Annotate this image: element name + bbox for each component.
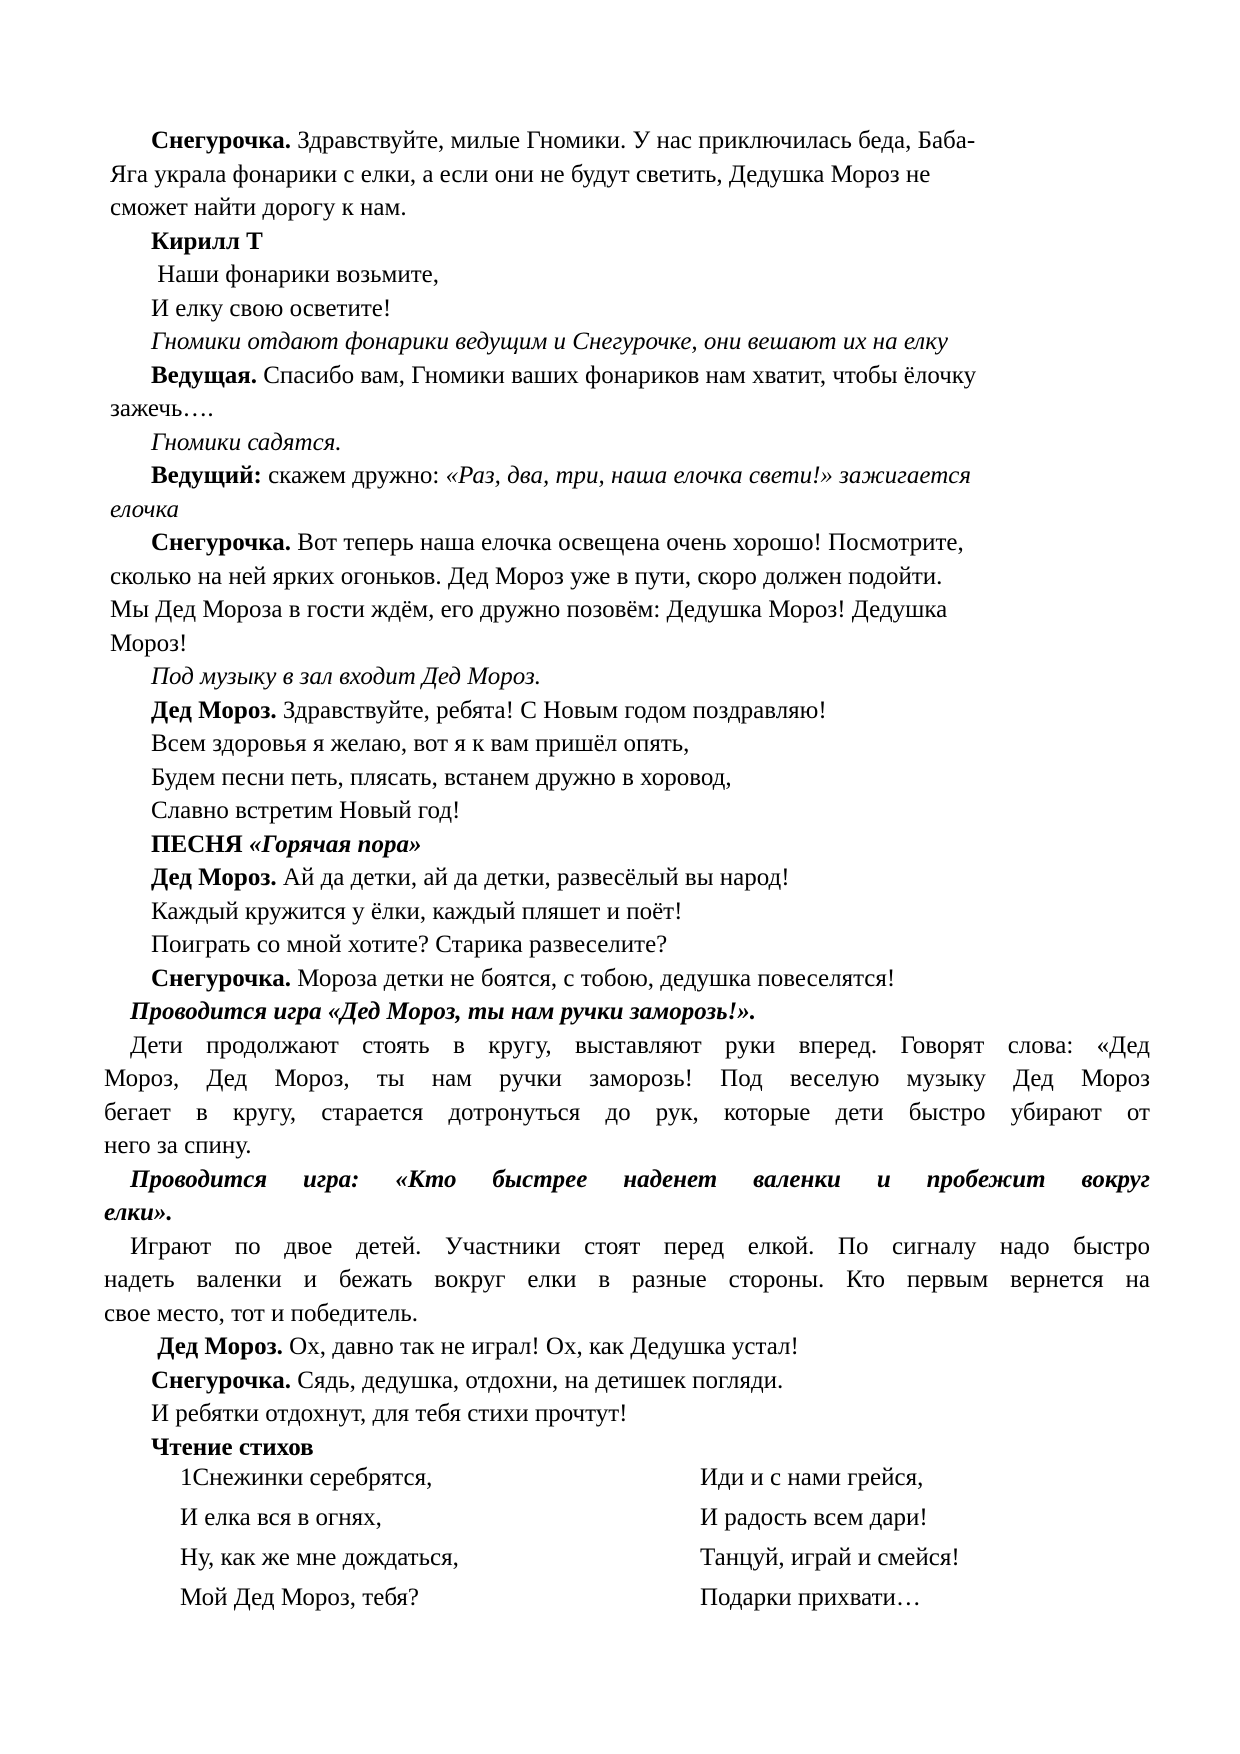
script-line bbox=[110, 158, 1150, 192]
text-run: Проводится игра: «Кто быстрее наденет валенки и пробежит вокруг bbox=[130, 1165, 1150, 1193]
text-run: Проводится игра «Дед Мороз, ты нам ручки заморозь!». bbox=[130, 998, 757, 1025]
poem-line-left: Ну, как же мне дождаться, bbox=[180, 1544, 459, 1571]
poem-section bbox=[104, 1458, 1150, 1618]
text-run: Сядь, дедушка, отдохни, на детишек погляди. bbox=[291, 1366, 784, 1394]
script-line bbox=[110, 359, 1150, 393]
script-line bbox=[104, 1263, 1150, 1297]
text-run: Мороз, Дед Мороз, ты нам ручки заморозь! Под веселую музыку Дед Мороз bbox=[104, 1065, 1150, 1092]
script-line bbox=[110, 459, 1150, 493]
poem-line-left: 1Снежинки серебрятся, bbox=[180, 1464, 433, 1491]
text-run: Здравствуйте, ребята! С Новым годом поздравляю! bbox=[276, 696, 827, 724]
text-run: Дед Мороз. bbox=[157, 1333, 283, 1360]
text-run: сколько на ней ярких огоньков. Дед Мороз уже в пути, скоро должен подойти. bbox=[110, 562, 943, 590]
poem-line-right: Танцуй, играй и смейся! bbox=[700, 1544, 960, 1571]
text-run: него за спину. bbox=[104, 1132, 252, 1159]
script-line bbox=[110, 1397, 1150, 1431]
script-line bbox=[104, 995, 1150, 1029]
text-run: Снегурочка. bbox=[151, 1366, 292, 1394]
text-run: Всем здоровья я желаю, вот я к вам пришёл опять, bbox=[151, 730, 690, 757]
script-line bbox=[110, 1364, 1150, 1398]
text-run: елки». bbox=[104, 1199, 173, 1226]
text-run: Играют по двое детей. Участники стоят перед елкой. По сигналу надо быстро bbox=[130, 1232, 1150, 1260]
poem-line-left: Мой Дед Мороз, тебя? bbox=[180, 1584, 420, 1611]
script-line bbox=[110, 124, 1150, 158]
script-line bbox=[110, 627, 1150, 661]
text-run: надеть валенки и бежать вокруг елки в разные стороны. Кто первым вернется на bbox=[104, 1266, 1150, 1293]
text-run: Гномики отдают фонарики ведущим и Снегурочке, они вешают их на елку bbox=[151, 328, 948, 355]
poem-row bbox=[104, 1538, 1150, 1578]
text-run: Чтение стихов bbox=[151, 1433, 314, 1461]
text-run: Снегурочка. bbox=[151, 127, 292, 154]
script-line bbox=[110, 258, 1150, 292]
text-run: зажечь…. bbox=[110, 395, 214, 422]
text-run: Мороза детки не боятся, с тобою, дедушка повеселятся! bbox=[291, 964, 896, 992]
script-line bbox=[110, 1330, 1150, 1364]
text-run: Поиграть со мной хотите? Старика развеселите? bbox=[151, 931, 668, 958]
script-line bbox=[104, 1029, 1150, 1063]
text-run: И елку свою осветите! bbox=[151, 294, 392, 322]
script-line bbox=[110, 426, 1150, 460]
script-line bbox=[110, 593, 1150, 627]
script-line bbox=[104, 1129, 1150, 1163]
script-line bbox=[110, 560, 1150, 594]
script-line bbox=[110, 727, 1150, 761]
script-body bbox=[104, 124, 1150, 1464]
text-run: «Горячая пора» bbox=[248, 830, 422, 858]
script-line bbox=[104, 1163, 1150, 1197]
text-run: Каждый кружится у ёлки, каждый пляшет и поёт! bbox=[151, 897, 683, 925]
script-line bbox=[110, 660, 1150, 694]
script-line bbox=[110, 392, 1150, 426]
text-run: Дед Мороз. bbox=[151, 696, 277, 724]
text-run: елочка bbox=[110, 495, 180, 523]
text-run: Ай да детки, ай да детки, развесёлый вы народ! bbox=[276, 864, 790, 891]
poem-row bbox=[104, 1458, 1150, 1498]
text-run: Славно встретим Новый год! bbox=[151, 797, 461, 824]
script-line bbox=[110, 526, 1150, 560]
text-run: Кирилл Т bbox=[151, 227, 263, 255]
script-line bbox=[110, 225, 1150, 259]
script-line bbox=[110, 828, 1150, 862]
script-line bbox=[110, 191, 1150, 225]
text-run: скажем дружно: bbox=[261, 462, 446, 489]
text-run: Ведущий: bbox=[151, 462, 262, 489]
script-line bbox=[110, 895, 1150, 929]
text-run: сможет найти дорогу к нам. bbox=[110, 194, 407, 221]
script-line bbox=[110, 861, 1150, 895]
text-run: свое место, тот и победитель. bbox=[104, 1299, 418, 1327]
text-run: Спасибо вам, Гномики ваших фонариков нам хватит, чтобы ёлочку bbox=[256, 361, 977, 389]
text-run: Снегурочка. bbox=[151, 964, 292, 992]
poem-row bbox=[104, 1578, 1150, 1618]
text-run: Под музыку в зал входит Дед Мороз. bbox=[151, 663, 541, 690]
script-line bbox=[110, 292, 1150, 326]
text-run: Снегурочка. bbox=[151, 529, 292, 556]
text-run: «Раз, два, три, наша елочка свети!» зажигается bbox=[445, 462, 971, 489]
script-line bbox=[104, 1230, 1150, 1264]
text-run: Будем песни петь, плясать, встанем дружно в хоровод, bbox=[151, 763, 732, 791]
script-line bbox=[104, 1297, 1150, 1331]
text-run: Дети продолжают стоять в кругу, выставляют руки вперед. Говорят слова: «Дед bbox=[130, 1031, 1150, 1059]
text-run: ПЕСНЯ bbox=[151, 830, 249, 858]
poem-row bbox=[104, 1498, 1150, 1538]
poem-line-right: Иди и с нами грейся, bbox=[700, 1464, 924, 1491]
script-line bbox=[110, 325, 1150, 359]
text-run: Наши фонарики возьмите, bbox=[151, 261, 439, 288]
script-line bbox=[110, 794, 1150, 828]
poem-line-right: Подарки прихвати… bbox=[700, 1584, 921, 1611]
script-line bbox=[104, 1196, 1150, 1230]
poem-line-left: И елка вся в огнях, bbox=[180, 1504, 382, 1531]
text-run: Мы Дед Мороза в гости ждём, его дружно позовём: Дедушка Мороз! Дедушка bbox=[110, 596, 948, 623]
text-run: Ох, давно так не играл! Ох, как Дедушка устал! bbox=[282, 1333, 799, 1360]
text-run: И ребятки отдохнут, для тебя стихи прочтут! bbox=[151, 1400, 628, 1427]
script-line bbox=[110, 761, 1150, 795]
text-run: Ведущая. bbox=[151, 361, 257, 389]
script-line bbox=[110, 962, 1150, 996]
script-line bbox=[104, 1062, 1150, 1096]
poem-line-right: И радость всем дари! bbox=[700, 1504, 928, 1531]
text-run: Мороз! bbox=[110, 629, 188, 657]
script-line bbox=[110, 493, 1150, 527]
script-line bbox=[110, 694, 1150, 728]
text-run: Вот теперь наша елочка освещена очень хорошо! Посмотрите, bbox=[291, 529, 964, 556]
script-line bbox=[104, 1096, 1150, 1130]
text-run: Гномики садятся. bbox=[151, 428, 342, 456]
text-run: бегает в кругу, старается дотронуться до рук, которые дети быстро убирают от bbox=[104, 1098, 1150, 1126]
script-line bbox=[110, 928, 1150, 962]
text-run: Здравствуйте, милые Гномики. У нас приключилась беда, Баба- bbox=[291, 127, 976, 154]
text-run: Дед Мороз. bbox=[151, 864, 277, 891]
text-run: Яга украла фонарики с елки, а если они не будут светить, Дедушка Мороз не bbox=[110, 160, 931, 188]
